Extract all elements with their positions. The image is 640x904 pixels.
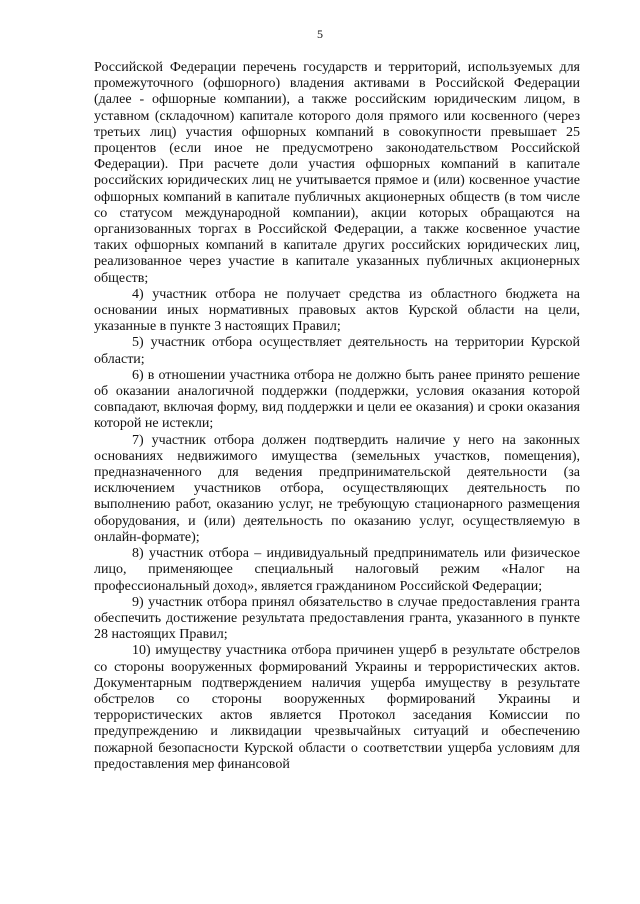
paragraph-item-9: 9) участник отбора принял обязательство в случае предоставления гранта обеспечить достижение результата предоставления гранта, указанного в пункте 28 настоящих Правил;: [94, 594, 580, 643]
document-body: [94, 60, 580, 773]
paragraph-item-4: 4) участник отбора не получает средства из областного бюджета на основании иных нормативных правовых актов Курской области на цели, указанные в пункте 3 настоящих Правил;: [94, 286, 580, 335]
paragraph-item-7: 7) участник отбора должен подтвердить наличие у него на законных основаниях недвижимого имущества (земельных участков, помещения), предназначенного для ведения предпринимательской деятельности (за исключением участников отбора, осуществляющих деятельность по выполнению работ, оказанию услуг, не требующую стационарного размещения оборудования, и (или) деятельность по оказанию услуг, осуществляемую в онлайн-формате);: [94, 432, 580, 545]
paragraph-item-6: 6) в отношении участника отбора не должно быть ранее принято решение об оказании аналогичной поддержки (поддержки, условия оказания которой совпадают, включая форму, вид поддержки и цели ее оказания) и сроки оказания которой не истекли;: [94, 367, 580, 432]
paragraph-item-5: 5) участник отбора осуществляет деятельность на территории Курской области;: [94, 335, 580, 367]
page-number: 5: [317, 27, 323, 41]
paragraph-continuation: Российской Федерации перечень государств и территорий, используемых для промежуточного (офшорного) владения активами в Российской Федерации (далее - офшорные компании), а также российским юридическим лицом, в уставном (складочном) капитале которого доля прямого или косвенного (через третьих лиц) участия офшорных компаний в совокупности превышает 25 процентов (если иное не предусмотрено законодательством Российской Федерации). При расчете доли участия офшорных компаний в капитале российских юридических лиц не учитывается прямое и (или) косвенное участие офшорных компаний в капитале публичных акционерных обществ (в том числе со статусом международной компании), акции которых обращаются на организованных торгах в Российской Федерации, а также косвенное участие таких офшорных компаний в капитале других российских юридических лиц, реализованное через участие в капитале указанных публичных акционерных обществ;: [94, 60, 580, 286]
paragraph-item-8: 8) участник отбора – индивидуальный предприниматель или физическое лицо, применяющее специальный налоговый режим «Налог на профессиональный доход», является гражданином Российской Федерации;: [94, 546, 580, 594]
paragraph-item-10: 10) имуществу участника отбора причинен ущерб в результате обстрелов со стороны вооруженных формирований Украины и террористических актов. Документарным подтверждением наличия ущерба имуществу в результате обстрелов со стороны вооруженных формирований Украины и террористических актов является Протокол заседания Комиссии по предупреждению и ликвидации чрезвычайных ситуаций и обеспечению пожарной безопасности Курской области о соответствии ущерба условиям для предоставления мер финансовой: [94, 643, 580, 772]
